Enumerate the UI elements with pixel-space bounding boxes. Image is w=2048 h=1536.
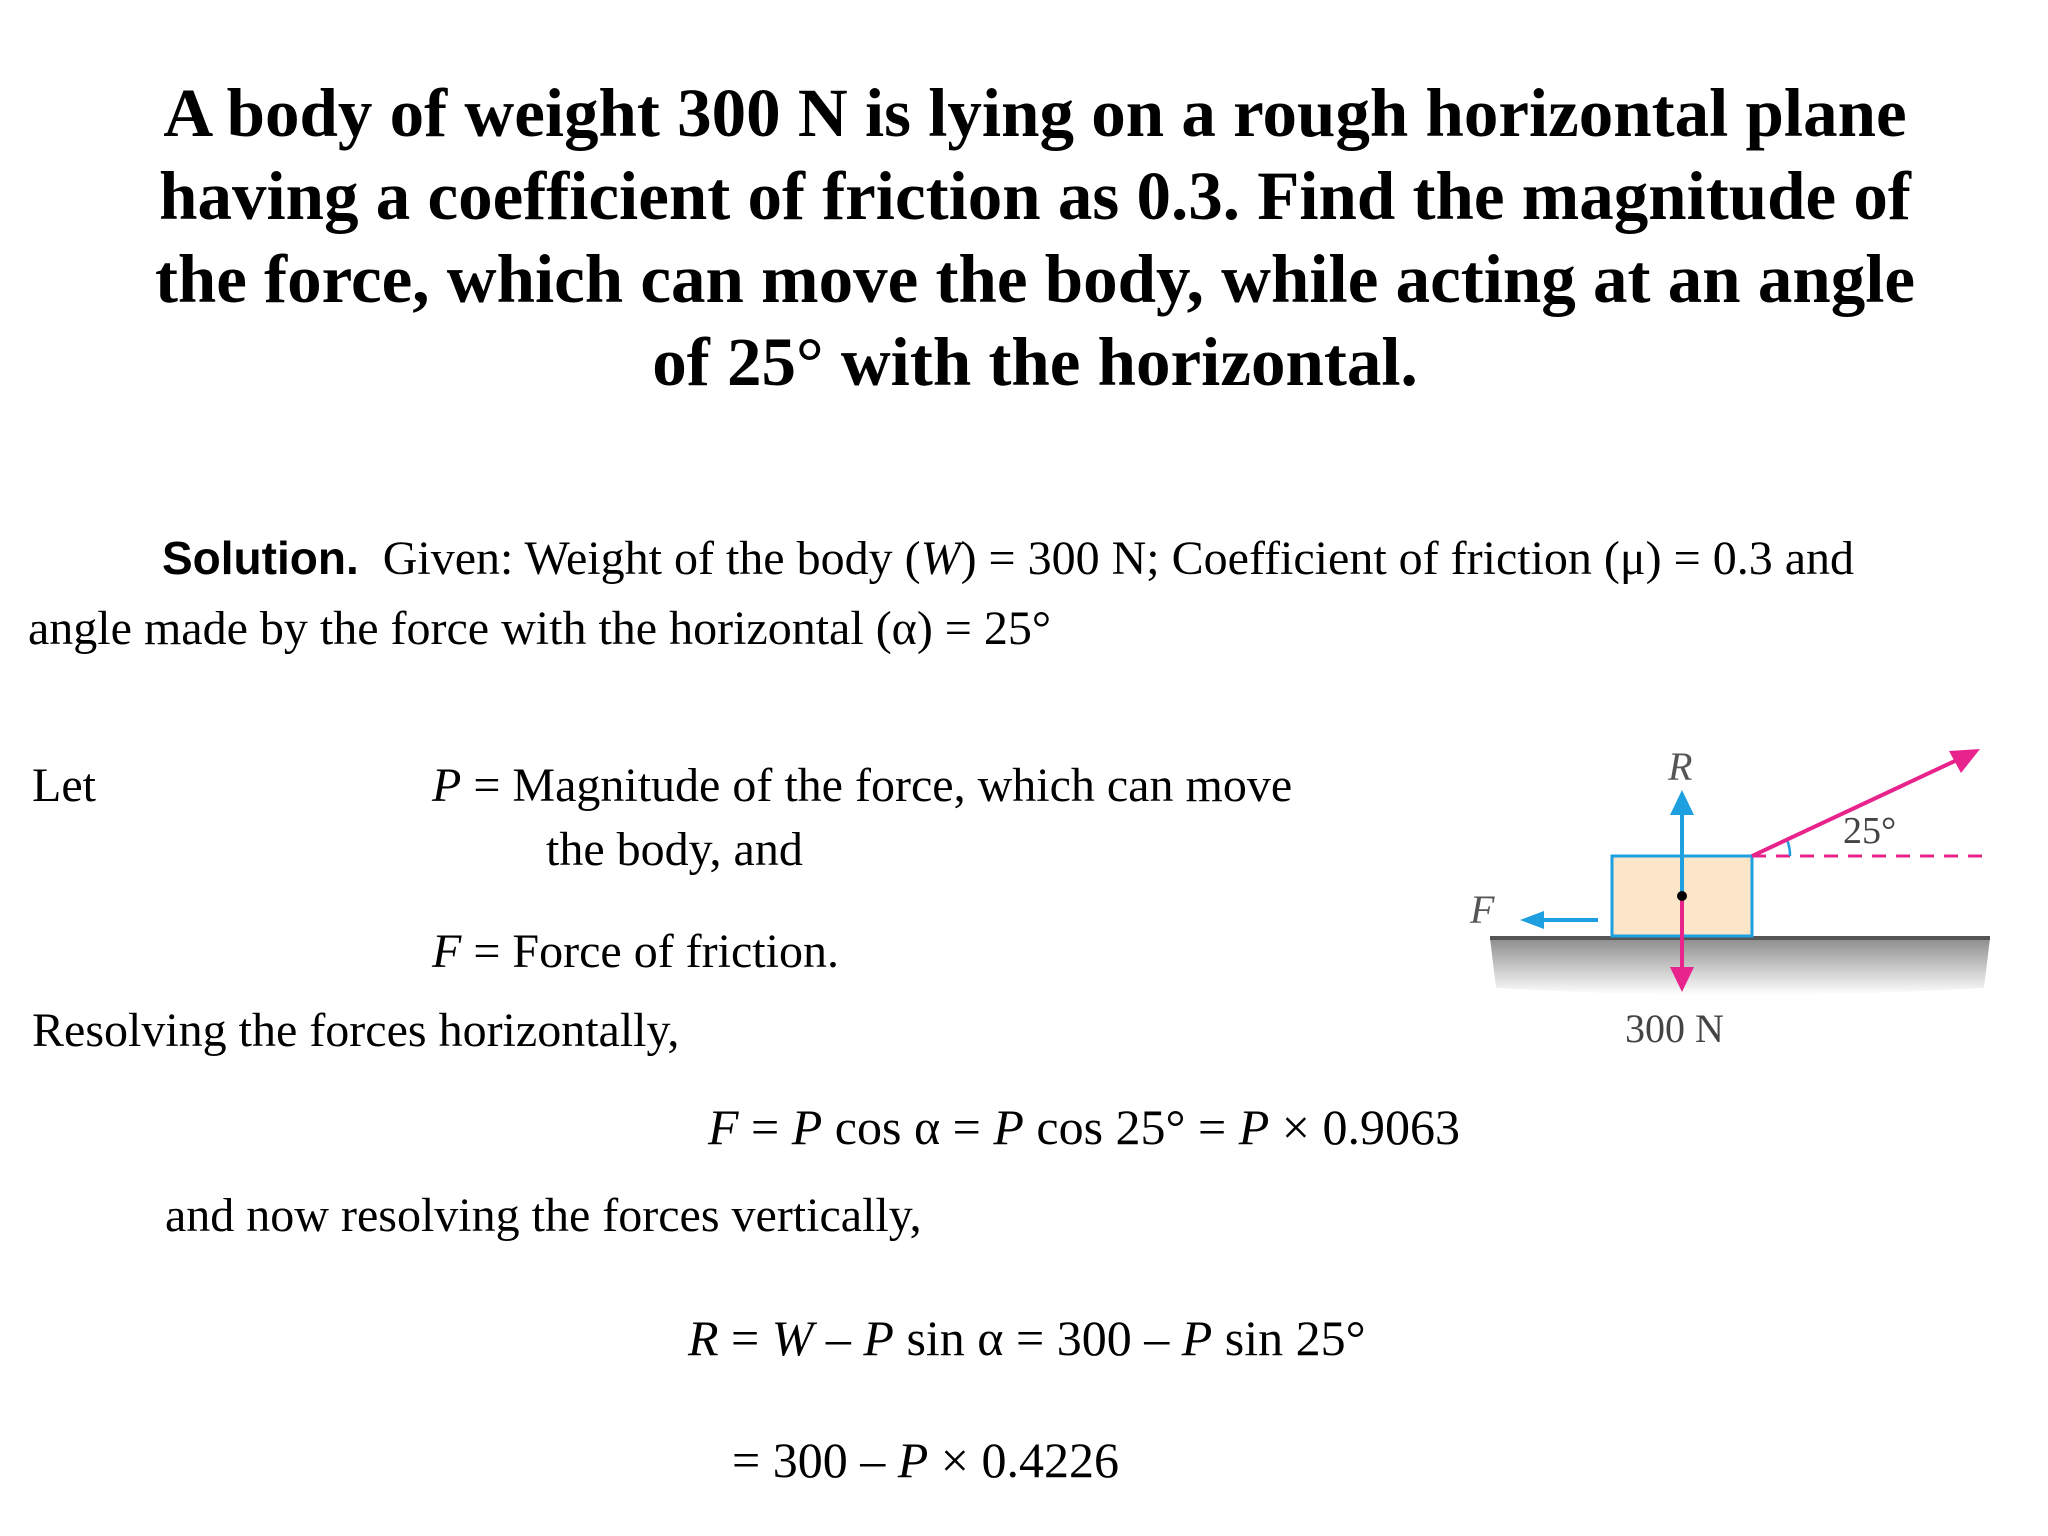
eq3-part: × 0.4226: [928, 1432, 1119, 1488]
p-definition-line-1: [432, 759, 1293, 812]
ground-plane: [1490, 938, 1990, 995]
center-of-gravity-dot: [1677, 891, 1687, 901]
f-definition: [432, 925, 839, 978]
free-body-diagram: [1460, 740, 2020, 1070]
let-label: Let: [32, 759, 96, 812]
reaction-arrowhead: [1670, 790, 1694, 815]
f-def-text: = Force of friction.: [461, 925, 839, 978]
eq1-part: cos α =: [822, 1099, 994, 1155]
eq1-part: =: [738, 1099, 792, 1155]
eq1-p: P: [993, 1099, 1024, 1155]
label-f: F: [1470, 887, 1495, 932]
eq1-f: F: [708, 1099, 739, 1155]
given-text-pre: Given: Weight of the body (: [382, 532, 921, 585]
label-angle: 25°: [1843, 810, 1897, 852]
eq1-p: P: [791, 1099, 823, 1155]
angle-arc: [1787, 840, 1790, 856]
p-var: P: [432, 759, 462, 812]
eq2-w: W: [771, 1310, 814, 1366]
eq3-p: P: [897, 1432, 929, 1488]
friction-arrowhead: [1520, 911, 1544, 929]
resolve-horizontal-text: Resolving the forces horizontally,: [32, 1004, 680, 1057]
label-weight: 300 N: [1625, 1006, 1724, 1051]
eq1-p: P: [1238, 1099, 1270, 1155]
given-w-var: W: [920, 532, 961, 585]
problem-line-3: the force, which can move the body, while acting at an angle: [154, 241, 1916, 317]
f-var: F: [432, 925, 462, 978]
equation-reaction-value: [732, 1432, 1119, 1488]
solution-given-line-2: angle made by the force with the horizontal (α) = 25°: [28, 602, 1052, 655]
eq2-part: sin α = 300 –: [893, 1310, 1182, 1366]
problem-line-4: of 25° with the horizontal.: [652, 324, 1418, 400]
eq2-p: P: [1181, 1310, 1213, 1366]
p-definition-line-2: the body, and: [546, 823, 803, 876]
solution-given-line-1: [162, 532, 1854, 585]
eq3-part: = 300 –: [732, 1432, 898, 1488]
eq2-part: –: [813, 1310, 864, 1366]
label-r: R: [1668, 744, 1693, 789]
eq2-r: R: [688, 1310, 719, 1366]
problem-statement: [110, 72, 1960, 404]
resolve-vertical-text: and now resolving the forces vertically,: [165, 1189, 922, 1242]
problem-line-1: A body of weight 300 N is lying on a rough horizontal plane: [163, 75, 1907, 151]
eq1-part: cos 25° =: [1023, 1099, 1239, 1155]
eq2-p: P: [863, 1310, 894, 1366]
p-def-text: = Magnitude of the force, which can move: [461, 759, 1293, 812]
given-text-post: ) = 300 N; Coefficient of friction (μ) = 0.3 and: [960, 532, 1854, 585]
eq2-part: sin 25°: [1212, 1310, 1366, 1366]
problem-line-2: having a coefficient of friction as 0.3. Find the magnitude of: [159, 158, 1911, 234]
eq1-part: × 0.9063: [1269, 1099, 1460, 1155]
equation-reaction: [688, 1310, 1366, 1366]
equation-friction: [708, 1099, 1460, 1155]
solution-label: Solution.: [162, 532, 359, 584]
eq2-part: =: [718, 1310, 772, 1366]
